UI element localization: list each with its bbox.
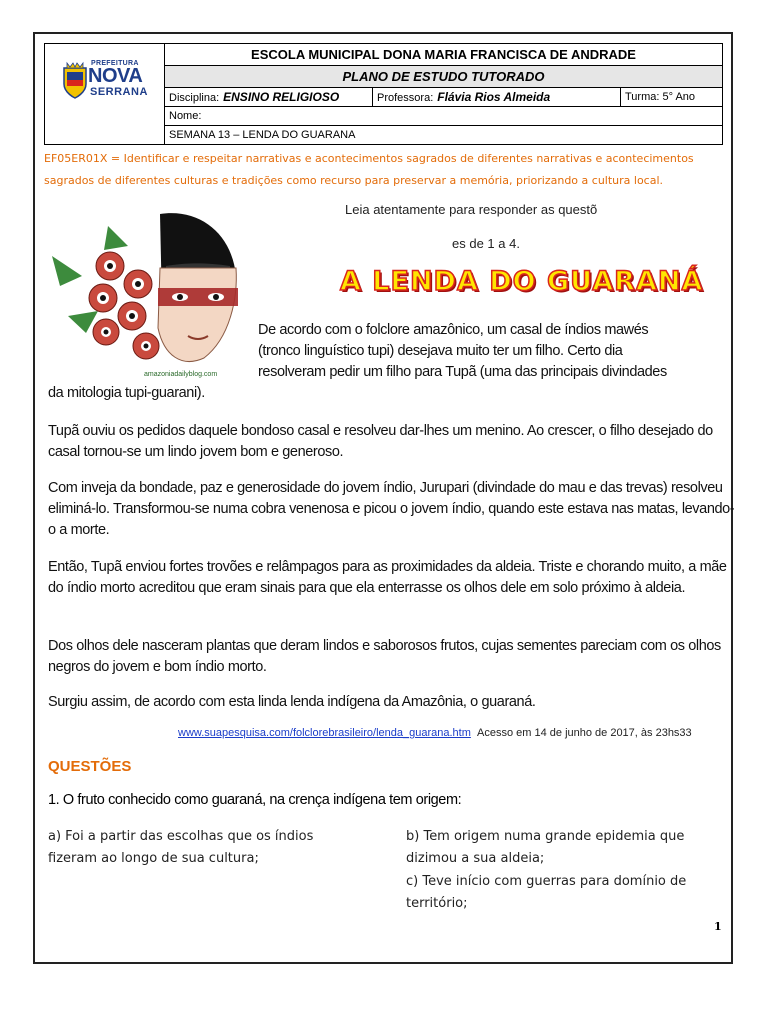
source-link[interactable]: www.suapesquisa.com/folclorebrasileiro/lenda_guarana.htm xyxy=(178,727,471,739)
discipline-value: ENSINO RELIGIOSO xyxy=(223,90,340,104)
paragraph-1-line-3: resolveram pedir um filho para Tupã (uma das principais divindades xyxy=(258,364,667,380)
page-number: 1 xyxy=(714,920,722,933)
skill-description: EF05ER01X = Identificar e respeitar narrativas e acontecimentos sagrados de diferentes narrativas e acontecimentos sagrados de diferentes culturas e tradições como recurso para preservar a memória, priorizando a cultura local. xyxy=(44,152,694,187)
question-1-option-c[interactable]: c) Teve início com guerras para domínio de território; xyxy=(406,874,687,911)
legend-title: A LENDA DO GUARANÁ xyxy=(340,266,704,297)
teacher-cell xyxy=(373,88,621,107)
logo-text-nova: NOVA xyxy=(88,65,143,87)
paragraph-4: Então, Tupã enviou fortes trovões e relâmpagos para as proximidades da aldeia. Triste e chorando muito, a mãe do índio morto acreditou que eram sinais para que ela enterrasse os olhos dele em solo próximo à aldeia. xyxy=(48,559,727,596)
paragraph-6: Surgiu assim, de acordo com esta linda lenda indígena da Amazônia, o guaraná. xyxy=(48,694,536,710)
student-name-field[interactable]: Nome: xyxy=(165,107,723,126)
illustration-caption: amazoniadailyblog.com xyxy=(144,371,218,378)
source-reference xyxy=(178,727,692,739)
paragraph-5: Dos olhos dele nasceram plantas que deram lindos e saborosos frutos, cujas sementes pareciam com os olhos negros do jovem e bom índio morto. xyxy=(48,638,721,675)
logo-text-prefeitura: PREFEITURA xyxy=(91,60,139,67)
question-1: 1. O fruto conhecido como guaraná, na crença indígena tem origem: xyxy=(48,792,462,808)
week-label: SEMANA 13 – LENDA DO GUARANA xyxy=(165,126,723,145)
discipline-cell xyxy=(165,88,373,107)
instruction-line-2: es de 1 a 4. xyxy=(452,236,520,251)
logo-text-serrana: SERRANA xyxy=(90,86,148,98)
question-1-option-b[interactable]: b) Tem origem numa grande epidemia que dizimou a sua aldeia; xyxy=(406,829,685,866)
discipline-label: Disciplina: xyxy=(169,92,220,104)
paragraph-1-line-2: (tronco linguístico tupi) desejava muito ter um filho. Certo dia xyxy=(258,343,623,359)
paragraph-1-line-1: De acordo com o folclore amazônico, um casal de índios mawés xyxy=(258,322,649,338)
paragraph-2: Tupã ouviu os pedidos daquele bondoso casal e resolveu dar-lhes um menino. Ao crescer, o filho desejado do casal tornou-se um lindo jovem bom e generoso. xyxy=(48,423,713,460)
school-name: ESCOLA MUNICIPAL DONA MARIA FRANCISCA DE ANDRADE xyxy=(165,44,723,66)
plan-title: PLANO DE ESTUDO TUTORADO xyxy=(165,66,723,88)
source-access-date: Acesso em 14 de junho de 2017, às 23hs33 xyxy=(477,727,692,739)
header-table xyxy=(164,43,723,145)
teacher-value: Flávia Rios Almeida xyxy=(437,90,551,104)
paragraph-3: Com inveja da bondade, paz e generosidade do jovem índio, Jurupari (divindade do mau e das trevas) resolveu eliminá-lo. Transformou-se numa cobra venenosa e picou o jovem índio, quando este estava nas matas, levando-o a morte. xyxy=(48,480,735,538)
instruction-line-1: Leia atentamente para responder as questõ xyxy=(345,202,598,217)
teacher-label: Professora: xyxy=(377,92,434,104)
paragraph-1-line-4: da mitologia tupi-guarani). xyxy=(48,385,205,401)
question-1-option-a[interactable]: a) Foi a partir das escolhas que os índios fizeram ao longo de sua cultura; xyxy=(48,829,314,866)
class-cell: Turma: 5° Ano xyxy=(621,88,723,107)
paragraph-1 xyxy=(48,320,738,404)
questions-heading: QUESTÕES xyxy=(48,758,132,775)
